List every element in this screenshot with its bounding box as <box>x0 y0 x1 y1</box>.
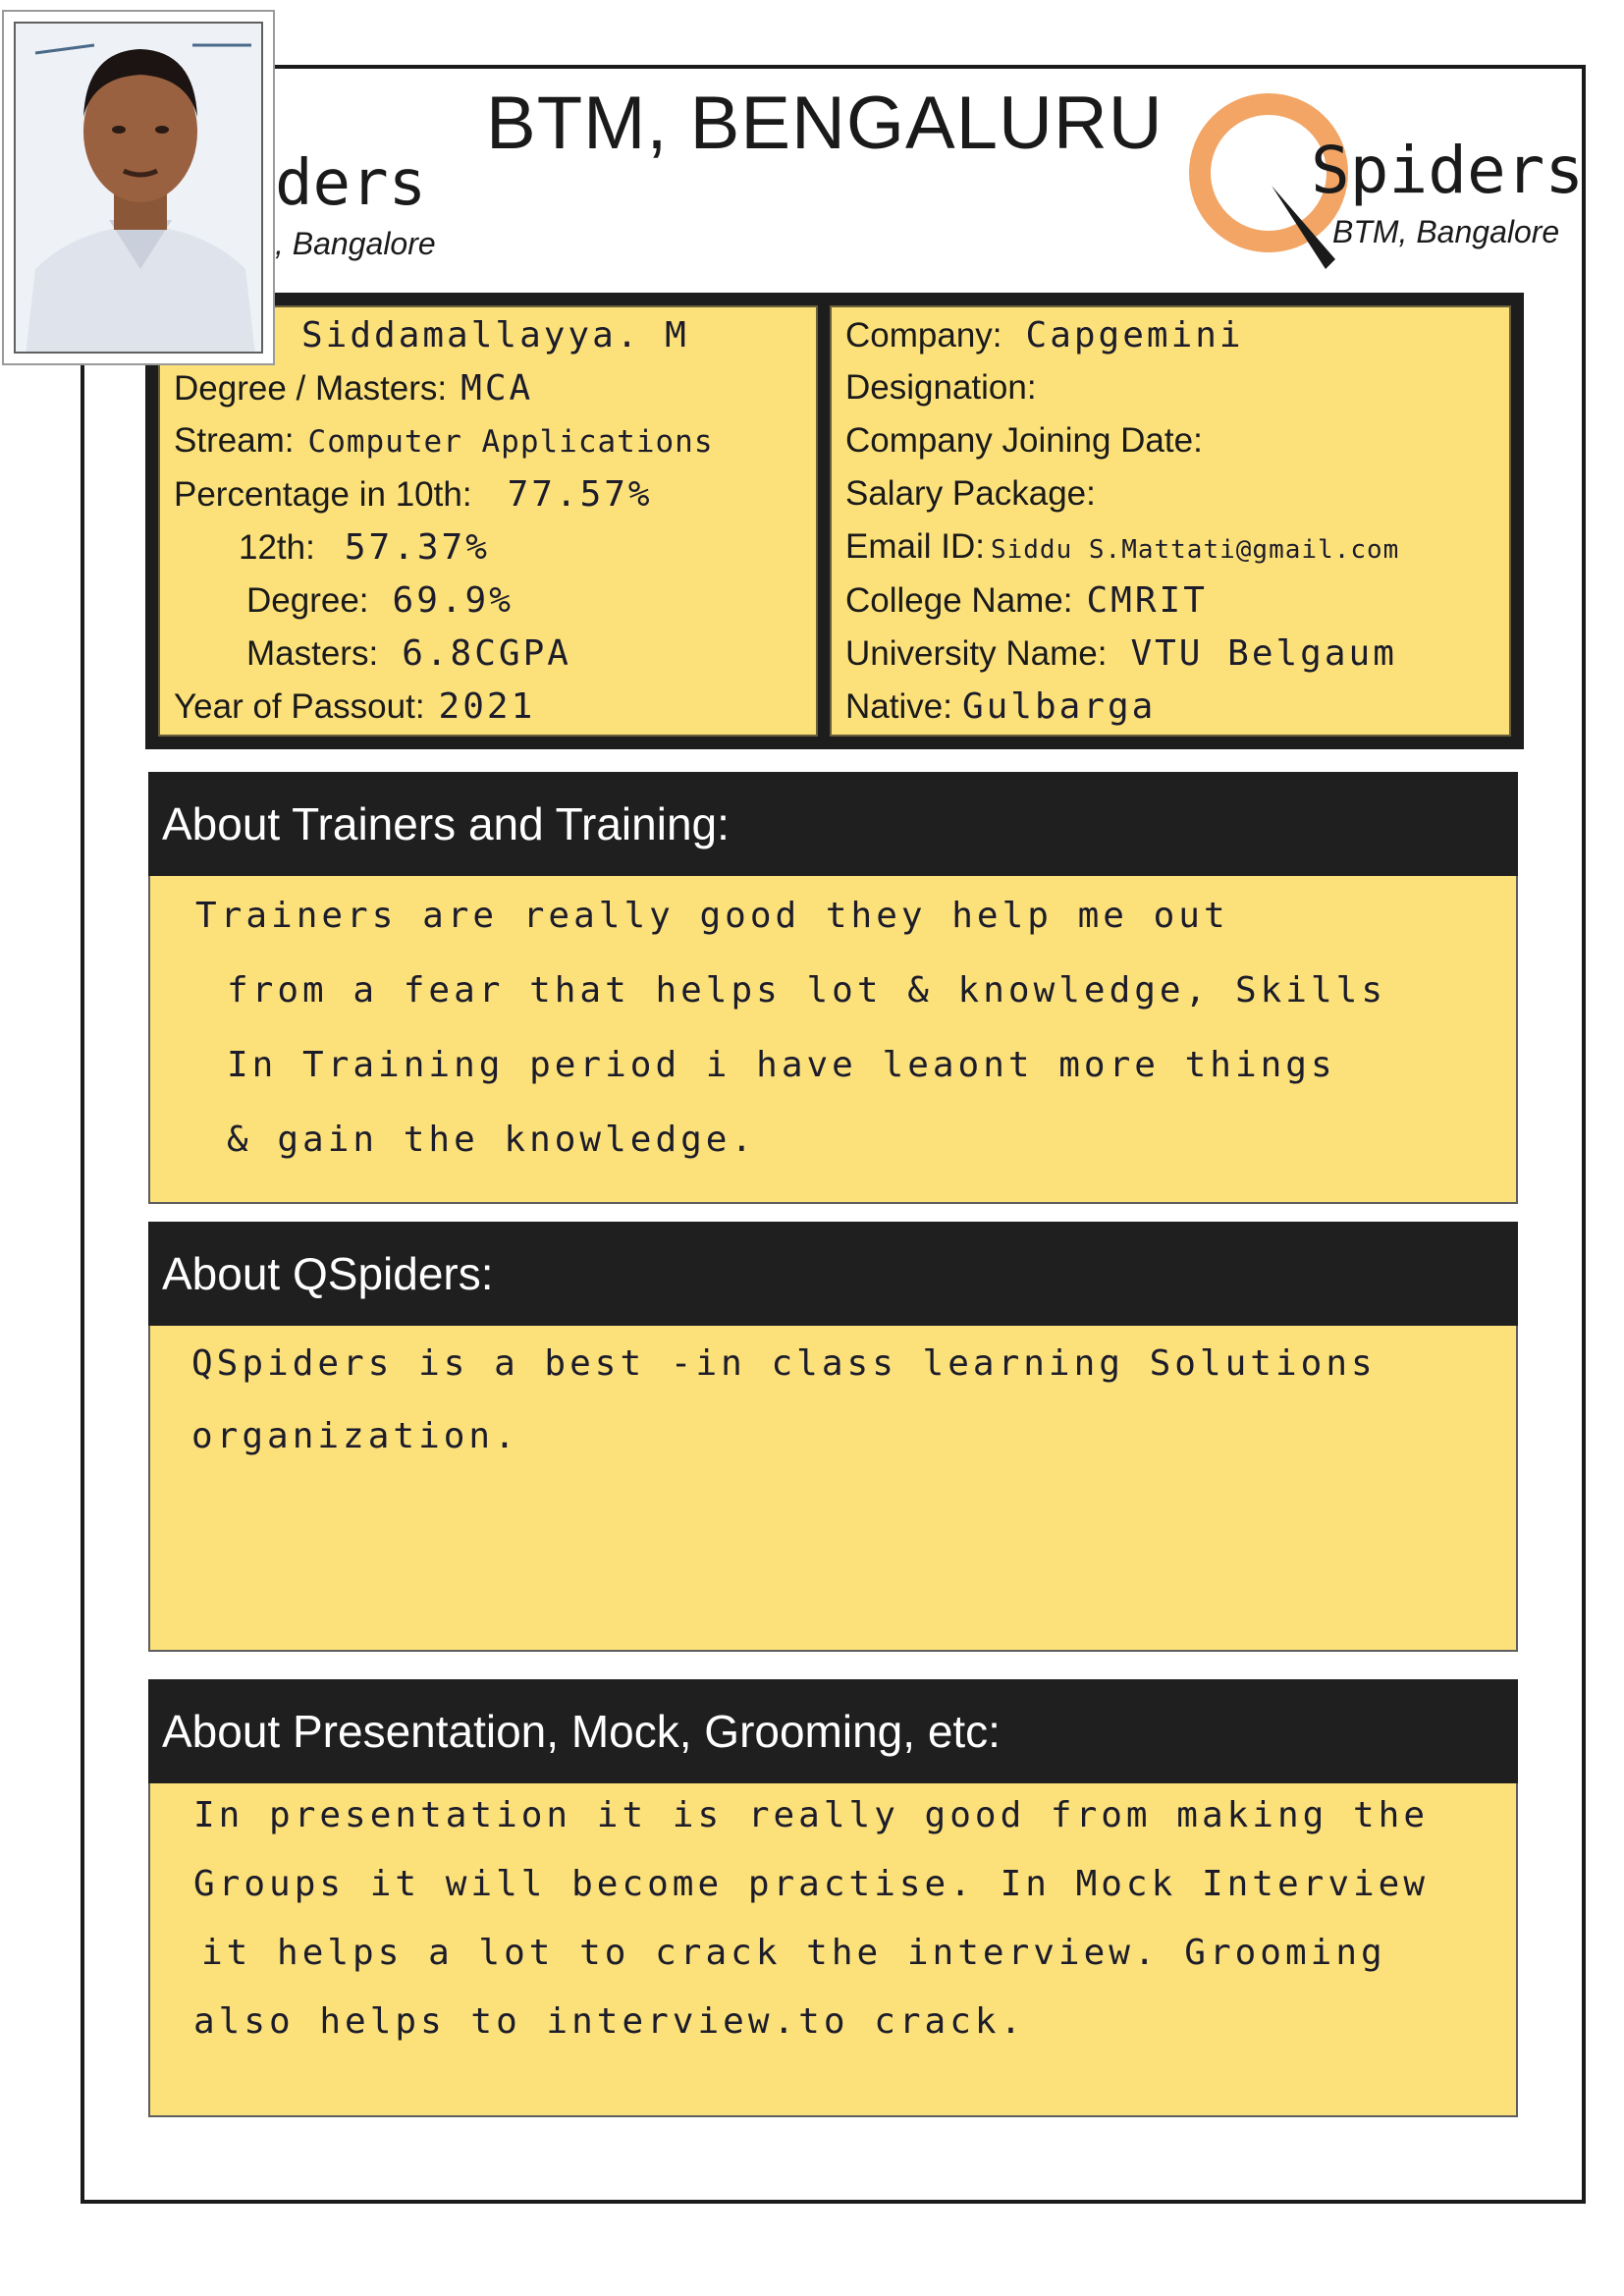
joining-date-row <box>845 421 1501 472</box>
tenth-label: Percentage in 10th: <box>174 475 472 514</box>
masters-value: 6.8CGPA <box>402 633 571 674</box>
stream-value: Computer Applications <box>307 424 714 460</box>
qspiders-section <box>148 1222 1518 1652</box>
tenth-row <box>174 474 808 525</box>
qspiders-section-heading: About QSpiders: <box>148 1222 1518 1326</box>
branch-title: BTM, BENGALURU <box>486 82 1164 165</box>
photo-frame <box>14 22 263 354</box>
student-name-value: Siddamallayya. M <box>301 315 689 355</box>
joining-date-label: Company Joining Date: <box>845 421 1203 460</box>
presentation-line-4: also helps to interview.to crack. <box>193 2001 1026 2042</box>
native-value: Gulbarga <box>961 686 1157 727</box>
presentation-line-3: it helps a lot to crack the interview. Grooming <box>201 1933 1386 1973</box>
company-label: Company: <box>845 316 1002 355</box>
student-info-block <box>145 293 1524 749</box>
company-row <box>845 315 1501 366</box>
degree-value: MCA <box>460 368 534 409</box>
college-label: College Name: <box>845 581 1073 620</box>
masters-row <box>246 633 808 684</box>
email-value: Siddu S.Mattati@gmail.com <box>990 535 1400 565</box>
presentation-line-2: Groups it will become practise. In Mock Interview <box>193 1864 1430 1904</box>
trainers-section <box>148 772 1518 1204</box>
passout-value: 2021 <box>438 686 536 727</box>
left-logo-text: ders <box>275 147 427 220</box>
company-value: Capgemini <box>1025 315 1244 355</box>
person-photo-icon <box>16 24 263 354</box>
stream-label: Stream: <box>174 421 295 460</box>
degree-percent-label: Degree: <box>246 581 369 620</box>
masters-label: Masters: <box>246 634 379 673</box>
trainers-line-3: In Training period i have leaont more things <box>227 1045 1336 1085</box>
right-logo-subtitle: BTM, Bangalore <box>1332 214 1560 249</box>
native-row <box>845 686 1501 738</box>
twelfth-label: 12th: <box>239 528 315 567</box>
qspiders-feedback-box <box>148 1326 1518 1652</box>
email-row <box>845 527 1501 578</box>
right-logo-text: Spiders <box>1311 133 1585 208</box>
left-logo-subtitle: , Bangalore <box>275 226 436 261</box>
trainers-line-4: & gain the knowledge. <box>227 1120 757 1160</box>
university-label: University Name: <box>845 634 1108 673</box>
student-photo <box>2 10 275 365</box>
qspiders-line-2: organization. <box>191 1416 519 1456</box>
salary-label: Salary Package: <box>845 474 1096 513</box>
twelfth-row <box>239 527 808 578</box>
presentation-feedback-box <box>148 1783 1518 2117</box>
twelfth-value: 57.37% <box>344 527 490 568</box>
academic-details-panel <box>158 305 818 737</box>
native-label: Native: <box>845 687 952 726</box>
stream-row <box>174 421 808 472</box>
qspiders-line-1: QSpiders is a best -in class learning Solutions <box>191 1343 1377 1384</box>
college-row <box>845 580 1501 631</box>
company-details-panel <box>830 305 1511 737</box>
degree-row <box>174 368 808 419</box>
trainers-feedback-box <box>148 876 1518 1204</box>
college-value: CMRIT <box>1086 580 1208 621</box>
passout-label: Year of Passout: <box>174 687 425 726</box>
salary-row <box>845 474 1501 525</box>
passout-row <box>174 686 808 738</box>
degree-percent-row <box>246 580 808 631</box>
tenth-value: 77.57% <box>507 474 653 515</box>
university-value: VTU Belgaum <box>1130 633 1397 674</box>
trainers-line-1: Trainers are really good they help me out <box>195 896 1229 936</box>
trainers-line-2: from a fear that helps lot & knowledge, Skills <box>227 970 1386 1011</box>
university-row <box>845 633 1501 684</box>
presentation-line-1: In presentation it is really good from making the <box>193 1795 1430 1835</box>
presentation-section-heading: About Presentation, Mock, Grooming, etc: <box>148 1679 1518 1783</box>
presentation-section <box>148 1679 1518 2117</box>
degree-label: Degree / Masters: <box>174 369 448 408</box>
designation-label: Designation: <box>845 368 1037 407</box>
trainers-section-heading: About Trainers and Training: <box>148 772 1518 876</box>
designation-row <box>845 368 1501 419</box>
email-label: Email ID: <box>845 527 985 566</box>
degree-percent-value: 69.9% <box>392 580 514 621</box>
